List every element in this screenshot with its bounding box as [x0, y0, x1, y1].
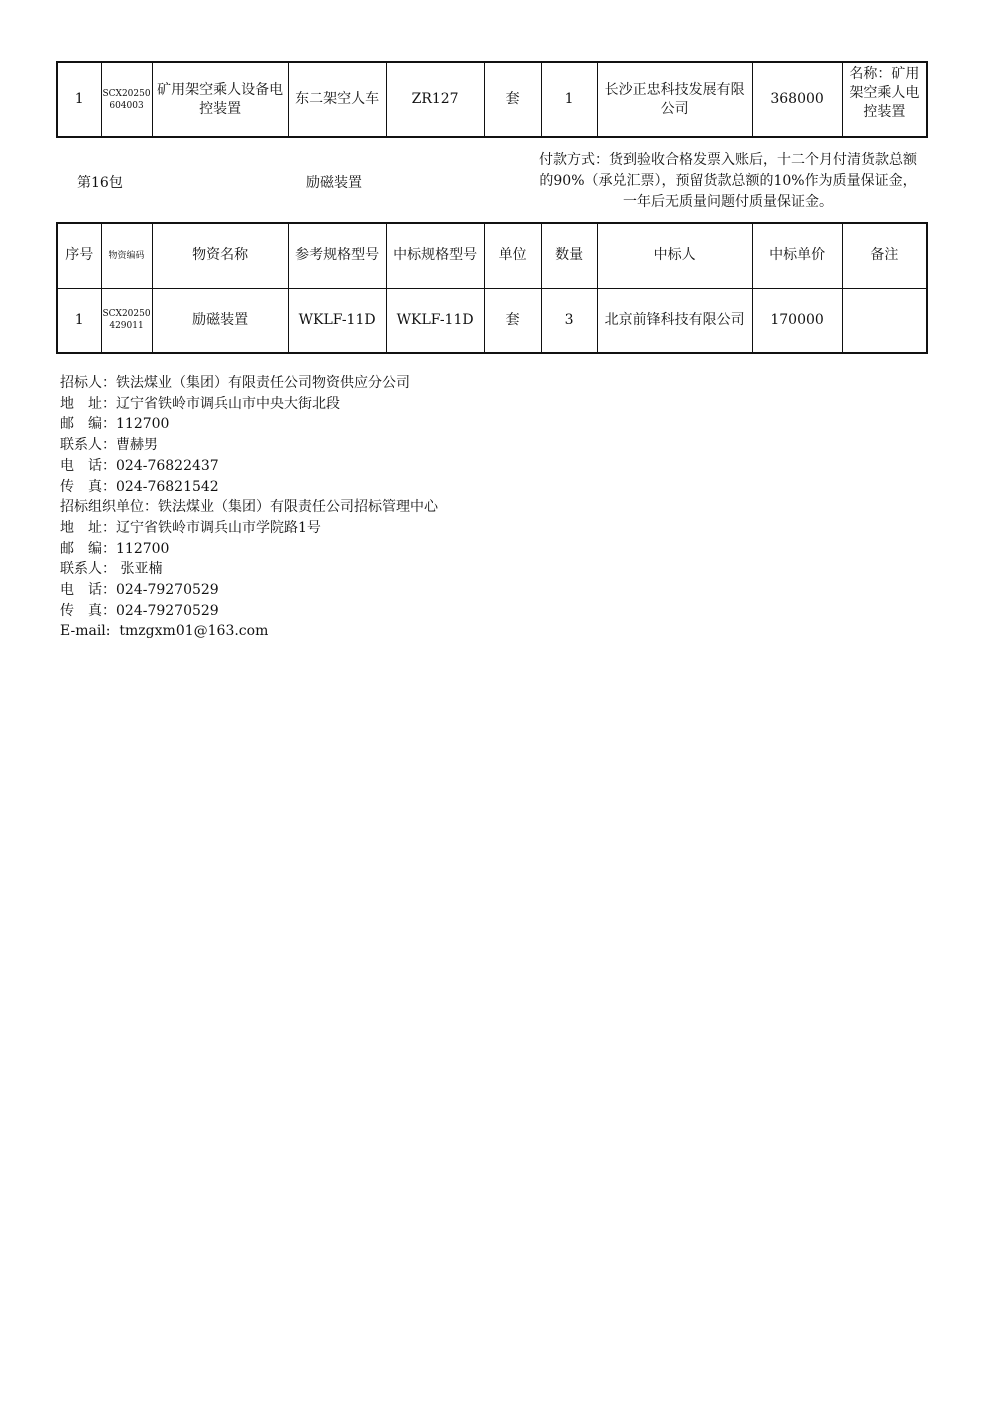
seq-cell: 1 [57, 288, 101, 353]
seq-cell: 1 [57, 62, 101, 137]
contact-line: 地 址：辽宁省铁岭市调兵山市中央大街北段 [60, 395, 340, 412]
remark-cell: 名称：矿用架空乘人电控装置 [842, 62, 927, 137]
table-row [57, 62, 927, 137]
material-name-cell: 矿用架空乘人设备电控装置 [152, 62, 288, 137]
header-qty: 数量 [541, 223, 597, 288]
table-row [57, 288, 927, 353]
header-ref-spec: 参考规格型号 [288, 223, 386, 288]
price-cell: 170000 [752, 288, 842, 353]
code-part-2: 604003 [109, 100, 144, 111]
header-winner: 中标人 [597, 223, 752, 288]
header-seq: 序号 [57, 223, 101, 288]
header-code: 物资编码 [101, 223, 152, 288]
bid-spec-cell: WKLF-11D [386, 288, 484, 353]
bid-spec-cell: ZR127 [386, 62, 484, 137]
qty-cell: 1 [541, 62, 597, 137]
contact-line: 联系人： 张亚楠 [60, 561, 163, 578]
unit-cell: 套 [484, 288, 541, 353]
award-table-package16 [56, 222, 928, 354]
package-header [56, 150, 920, 212]
package-number: 第16包 [77, 175, 123, 191]
code-part-2: 429011 [109, 321, 144, 332]
winner-cell: 长沙正忠科技发展有限公司 [597, 62, 752, 137]
material-code-cell [101, 62, 152, 137]
header-price: 中标单价 [752, 223, 842, 288]
winner-cell: 北京前锋科技有限公司 [597, 288, 752, 353]
contact-line: 传 真：024-76821542 [60, 478, 219, 495]
table-header-row [57, 223, 927, 288]
contact-line: 邮 编：112700 [60, 416, 170, 433]
contact-email[interactable]: E-mail: tmzgxm01@163.com [60, 623, 269, 640]
contact-line: 邮 编：112700 [60, 540, 170, 557]
contact-line: 招标组织单位：铁法煤业（集团）有限责任公司招标管理中心 [60, 499, 438, 516]
qty-cell: 3 [541, 288, 597, 353]
award-table-previous [56, 61, 928, 138]
contact-line: 电 话：024-79270529 [60, 582, 219, 599]
ref-spec-cell: 东二架空人车 [288, 62, 386, 137]
code-part-1: SCX20250 [102, 88, 151, 99]
payment-terms: 付款方式：货到验收合格发票入账后，十二个月付清货款总额的90%（承兑汇票），预留货款总额的10%作为质量保证金，一年后无质量问题付质量保证金。 [539, 152, 917, 210]
contact-line: 电 话：024-76822437 [60, 457, 219, 474]
package-name: 励磁装置 [306, 175, 362, 191]
code-part-1: SCX20250 [102, 309, 151, 320]
unit-cell: 套 [484, 62, 541, 137]
material-name-cell: 励磁装置 [152, 288, 288, 353]
contact-info [60, 373, 438, 642]
header-bid-spec: 中标规格型号 [386, 223, 484, 288]
price-cell: 368000 [752, 62, 842, 137]
remark-cell [842, 288, 927, 353]
contact-line: 联系人：曹赫男 [60, 437, 158, 454]
material-code-cell [101, 288, 152, 353]
header-name: 物资名称 [152, 223, 288, 288]
header-remark: 备注 [842, 223, 927, 288]
header-unit: 单位 [484, 223, 541, 288]
contact-line: 招标人：铁法煤业（集团）有限责任公司物资供应分公司 [60, 375, 410, 391]
contact-line: 地 址：辽宁省铁岭市调兵山市学院路1号 [60, 519, 321, 536]
ref-spec-cell: WKLF-11D [288, 288, 386, 353]
contact-line: 传 真：024-79270529 [60, 602, 219, 619]
